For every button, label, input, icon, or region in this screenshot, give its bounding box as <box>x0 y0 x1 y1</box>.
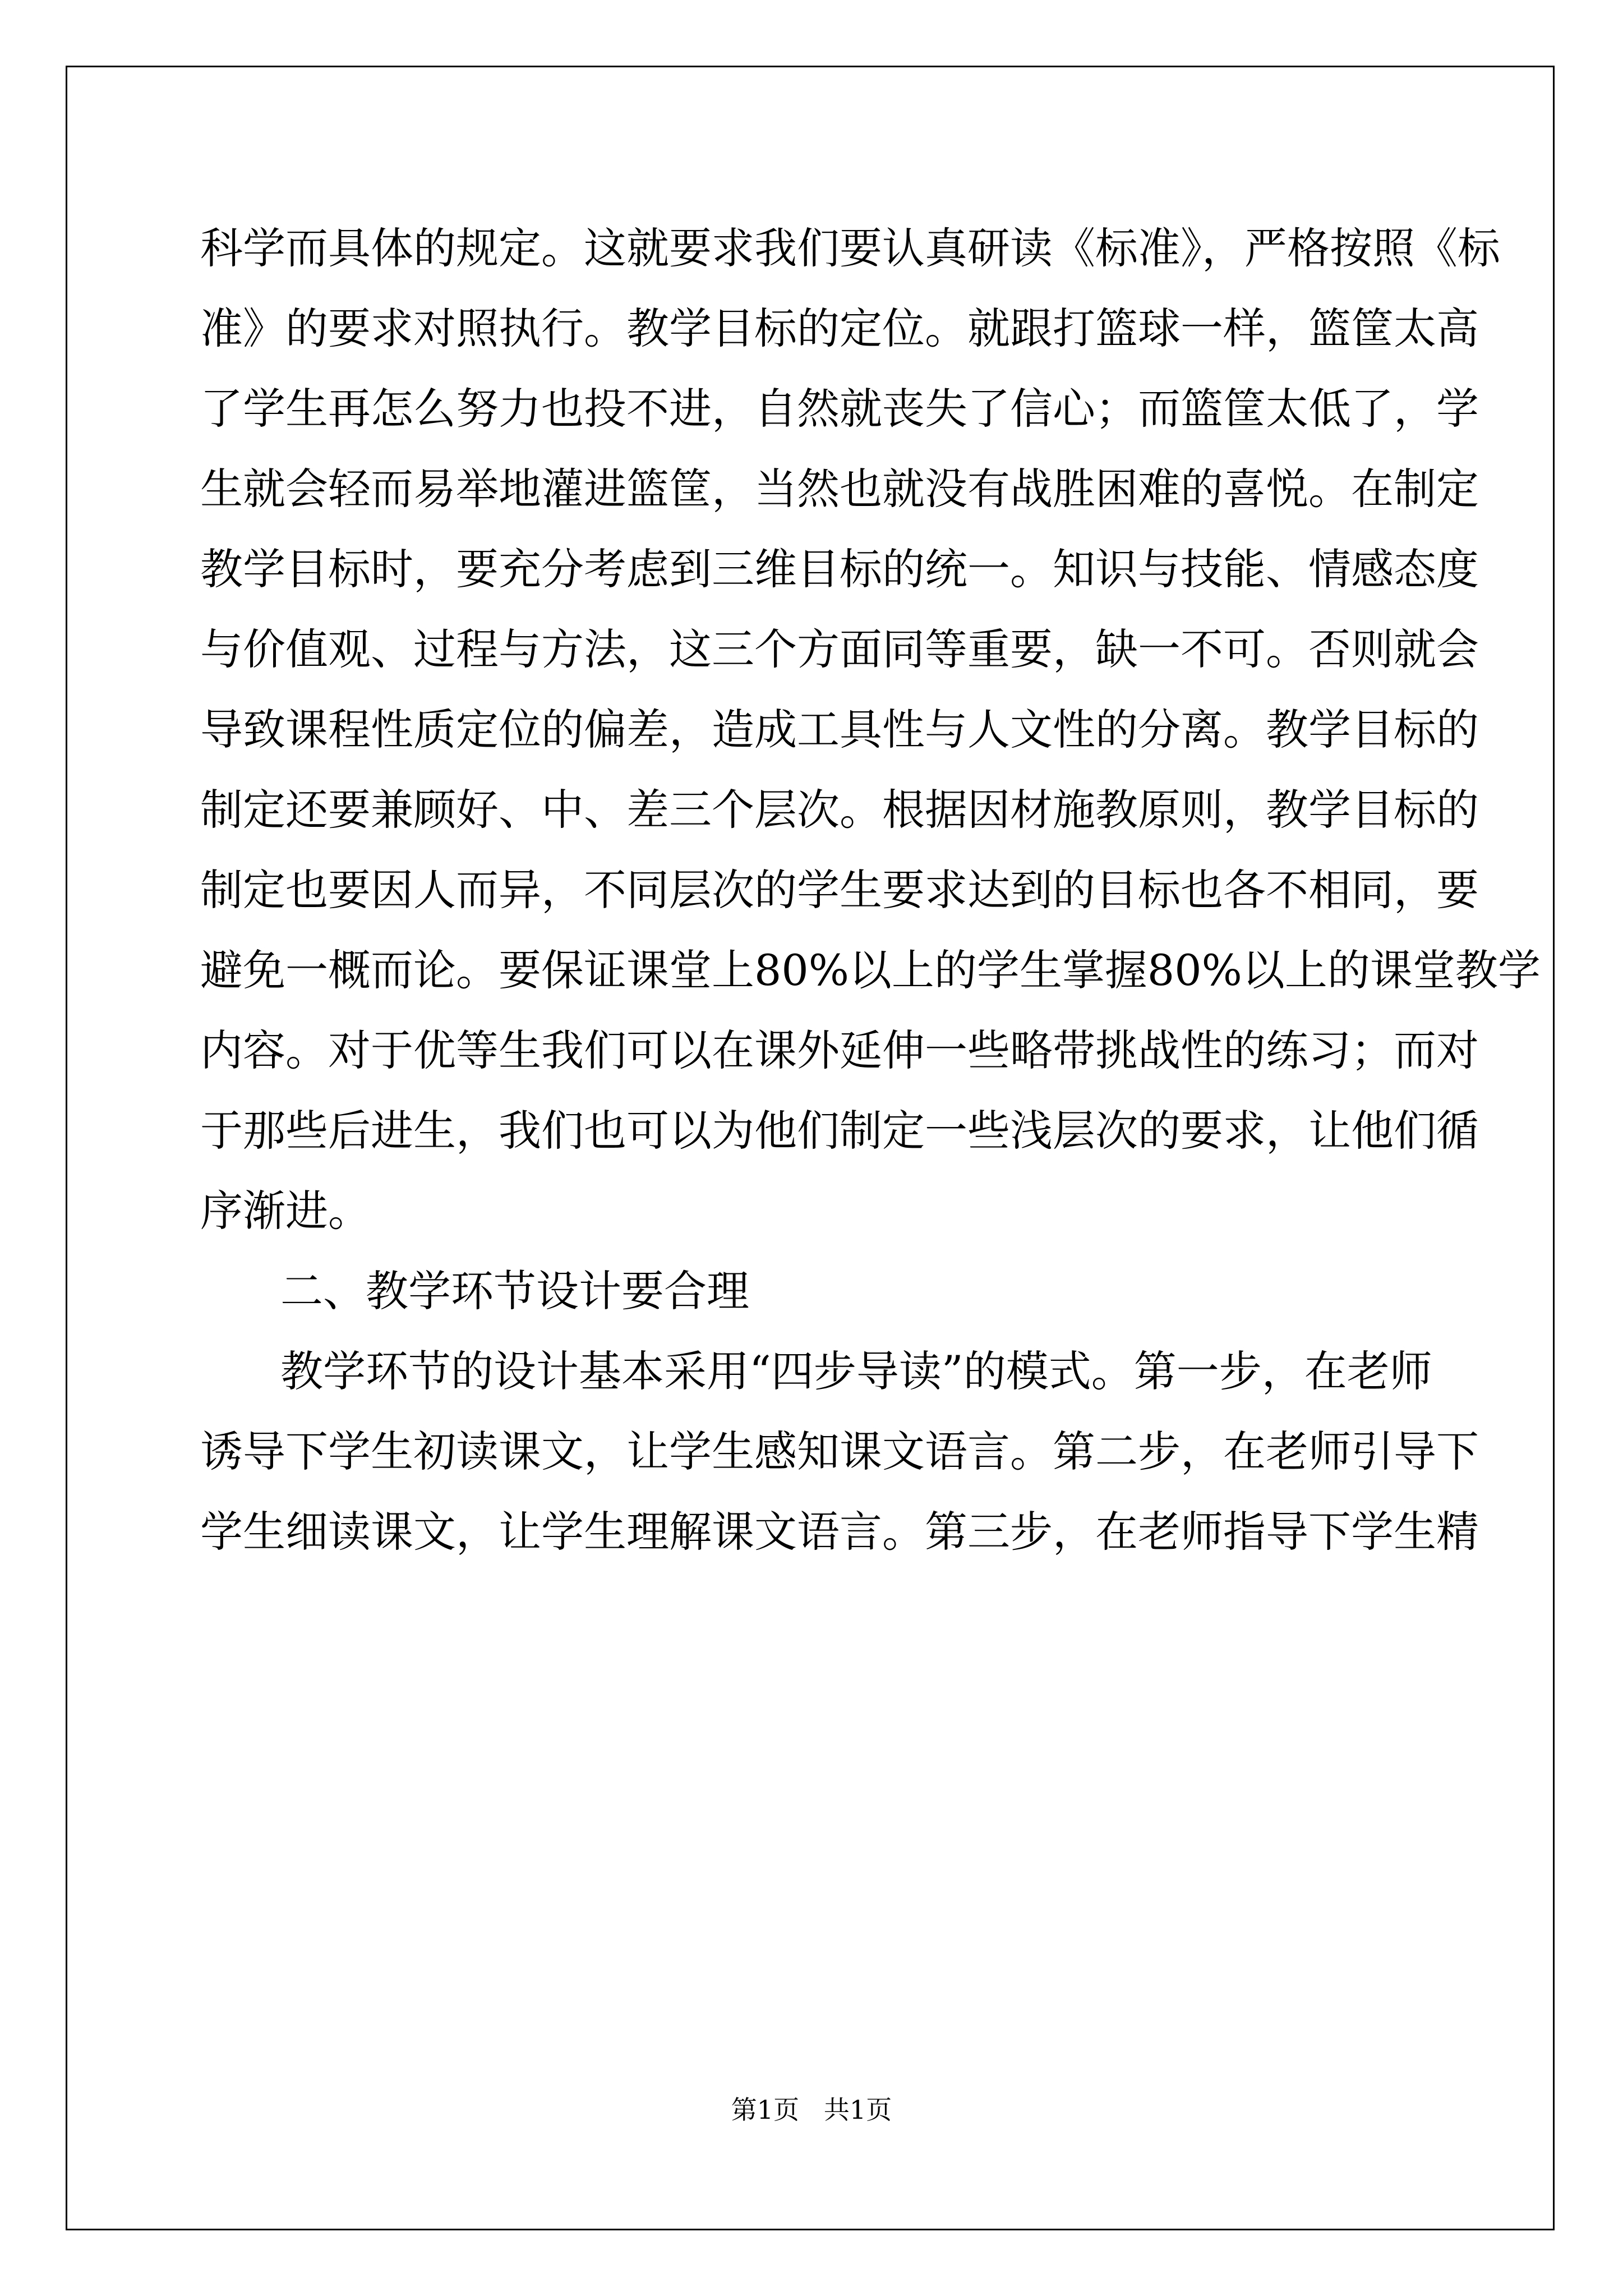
text-line: 诱导下学生初读课文，让学生感知课文语言。第二步，在老师引导下 <box>200 1427 1479 1476</box>
text-line: 与价值观、过程与方法，这三个方面同等重要，缺一不可。否则就会 <box>200 624 1479 674</box>
text-line: 准》的要求对照执行。教学目标的定位。就跟打篮球一样，篮筐太高 <box>200 303 1479 353</box>
text-line: 生就会轻而易举地灌进篮筐，当然也就没有战胜困难的喜悦。在制定 <box>200 464 1479 514</box>
text-line: 于那些后进生，我们也可以为他们制定一些浅层次的要求，让他们循 <box>200 1106 1479 1156</box>
text-line: 内容。对于优等生我们可以在课外延伸一些略带挑战性的练习；而对 <box>200 1025 1479 1075</box>
text-line: 制定也要因人而异，不同层次的学生要求达到的目标也各不相同，要 <box>200 865 1479 915</box>
text-line: 制定还要兼顾好、中、差三个层次。根据因材施教原则，教学目标的 <box>200 785 1479 835</box>
text-line: 教学目标时，要充分考虑到三维目标的统一。知识与技能、情感态度 <box>200 544 1479 594</box>
text-line: 科学而具体的规定。这就要求我们要认真研读《标准》，严格按照《标 <box>200 223 1500 273</box>
text-line: 了学生再怎么努力也投不进，自然就丧失了信心；而篮筐太低了，学 <box>200 384 1479 434</box>
text-line: 学生细读课文，让学生理解课文语言。第三步，在老师指导下学生精 <box>200 1507 1479 1557</box>
text-line: 教学环节的设计基本采用“四步导读”的模式。第一步，在老师 <box>280 1346 1432 1396</box>
text-line: 序渐进。 <box>200 1186 371 1236</box>
text-line: 导致课程性质定位的偏差，造成工具性与人文性的分离。教学目标的 <box>200 705 1479 754</box>
section-heading: 二、教学环节设计要合理 <box>280 1266 749 1316</box>
text-line: 避免一概而论。要保证课堂上80%以上的学生掌握80%以上的课堂教学 <box>200 945 1541 995</box>
page-footer: 第1页 共1页 <box>731 2095 892 2125</box>
